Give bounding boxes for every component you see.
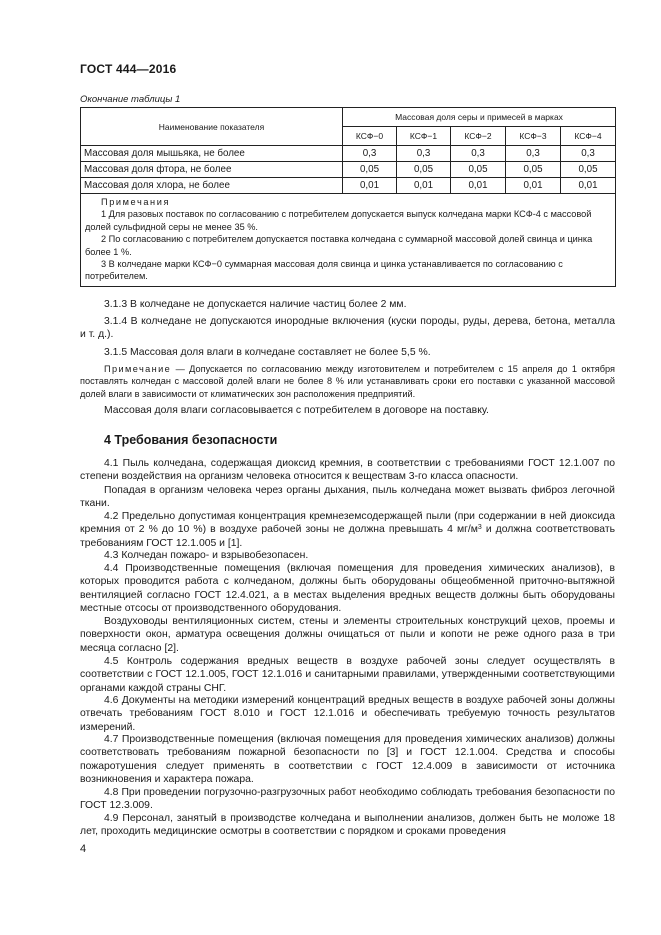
clause-4-4-continued: Воздуховоды вентиляционных систем, стены и элементы строительных конструкций цехов, проемы и поверхности окон, арматура освещения должны очищаться от пыли и копоти не реже одного раза в три месяца согласно [2].: [80, 616, 615, 654]
clause-4-8: 4.8 При проведении погрузочно-разгрузочных работ необходимо соблюдать требования безопасности по ГОСТ 12.3.009.: [80, 787, 615, 812]
document-code-header: ГОСТ 444—2016: [80, 62, 177, 76]
clause-4-1: 4.1 Пыль колчедана, содержащая диоксид кремния, в соответствии с требованиями ГОСТ 12.1.007 по степени воздействия на организм человека относится к веществам 3-го класса опасности.: [80, 458, 615, 483]
cell-value: 0,05: [451, 162, 506, 178]
grade-header: КСФ−0: [343, 127, 397, 146]
row-name: Массовая доля мышьяка, не более: [81, 146, 343, 162]
clause-3-1-4: 3.1.4 В колчедане не допускаются инородные включения (куски породы, руды, дерева, бетона, металла и т. д.).: [80, 316, 615, 341]
table-notes-row: [81, 194, 616, 287]
cell-value: 0,05: [397, 162, 451, 178]
table-row: [81, 162, 616, 178]
note-3: 3 В колчедане марки КСФ−0 суммарная массовая доля свинца и цинка устанавливается по согласованию с потребителем.: [85, 259, 563, 282]
row-name: Массовая доля хлора, не более: [81, 178, 343, 194]
grade-header: КСФ−1: [397, 127, 451, 146]
table-row: [81, 146, 616, 162]
page-number: 4: [80, 843, 87, 855]
note-text: — Допускается по согласованию между изготовителем и потребителем с 15 апреля до 1 октября поставлять колчедан с массовой долей влаги не более 8 % или устанавливать сроки его поставки с указанной массовой долей влаги в зависимости от климатических зон расположения предприятий.: [80, 364, 615, 399]
cell-value: 0,3: [343, 146, 397, 162]
row-name: Массовая доля фтора, не более: [81, 162, 343, 178]
section-title: 4 Требования безопасности: [104, 433, 278, 447]
col-header-name: Наименование показателя: [81, 108, 343, 146]
clause-4-1-continued: Попадая в организм человека через органы дыхания, пыль колчедана может вызвать фиброз легочной ткани.: [80, 485, 615, 510]
grade-header: КСФ−4: [561, 127, 616, 146]
clause-4-5: 4.5 Контроль содержания вредных веществ в воздухе рабочей зоны следует осуществлять в соответствии с ГОСТ 12.1.005, ГОСТ 12.1.016 и санитарными правилами, утвержденными соответствующими органами каждой страны СНГ.: [80, 656, 615, 694]
cell-value: 0,05: [343, 162, 397, 178]
cell-value: 0,3: [506, 146, 561, 162]
moisture-agreement: Массовая доля влаги согласовывается с потребителем в договоре на поставку.: [104, 405, 489, 416]
clause-4-4: 4.4 Производственные помещения (включая помещения для проведения химических анализов), в которых проводится работа с колчеданом, должны быть оборудованы общеобменной приточно-вытяжной вентиляцией согласно ГОСТ 12.4.021, а в местах выделения вредных веществ должны быть оборудованы местные отсосы от производственного оборудования.: [80, 563, 615, 615]
cell-value: 0,01: [451, 178, 506, 194]
cell-value: 0,01: [506, 178, 561, 194]
clause-4-7: 4.7 Производственные помещения (включая помещения для проведения химических анализов) должны соответствовать требованиям пожарной безопасности по [3] и ГОСТ 12.1.004. Средства и способы пожаротушения следует применять в соответствии с ГОСТ 12.4.009 в зависимости от источника возникновения и характера пожара.: [80, 734, 615, 786]
clause-4-3: 4.3 Колчедан пожаро- и взрывобезопасен.: [104, 550, 309, 561]
clause-4-2-text-b: и должна соответствовать требованиям ГОСТ 12.1.005 и [1].: [80, 524, 616, 549]
cell-value: 0,01: [397, 178, 451, 194]
clause-4-2: [80, 510, 615, 550]
table-header-row: [81, 108, 616, 127]
col-header-group: Массовая доля серы и примесей в марках: [343, 108, 616, 127]
clause-3-1-3: 3.1.3 В колчедане не допускается наличие частиц более 2 мм.: [104, 299, 407, 310]
cell-value: 0,01: [343, 178, 397, 194]
cell-value: 0,3: [561, 146, 616, 162]
cell-value: 0,01: [561, 178, 616, 194]
grade-header: КСФ−3: [506, 127, 561, 146]
cell-value: 0,3: [451, 146, 506, 162]
table-row: [81, 178, 616, 194]
note-label: Примечание: [104, 364, 172, 374]
cell-value: 0,3: [397, 146, 451, 162]
grades-table: [80, 107, 616, 287]
moisture-note: [80, 363, 615, 400]
note-1: 1 Для разовых поставок по согласованию с потребителем допускается выпуск колчедана марки КСФ-4 с массовой долей сульфидной серы не менее 35 %.: [85, 209, 592, 232]
clause-4-2-text-a: 4.2 Предельно допустимая концентрация кремнеземсодержащей пыли (при содержании в ней диоксида кремния от 2 % до 10 %) в воздухе рабочей зоны не должна превышать 4 мг/м: [80, 511, 615, 536]
table-caption: Окончание таблицы 1: [80, 94, 181, 105]
clause-4-6: 4.6 Документы на методики измерений концентраций вредных веществ в воздухе рабочей зоны должны отвечать требованиям ГОСТ 8.010 и ГОСТ 12.1.016 и обеспечивать требуемую точность результатов измерений.: [80, 695, 615, 733]
clause-3-1-5: 3.1.5 Массовая доля влаги в колчедане составляет не более 5,5 %.: [104, 347, 431, 358]
grade-header: КСФ−2: [451, 127, 506, 146]
note-2: 2 По согласованию с потребителем допускается поставка колчедана с суммарной массовой долей свинца и цинка более 1 %.: [85, 234, 593, 257]
cell-value: 0,05: [561, 162, 616, 178]
notes-title: Примечания: [101, 197, 171, 207]
cell-value: 0,05: [506, 162, 561, 178]
clause-4-9: 4.9 Персонал, занятый в производстве колчедана и выполнении анализов, должен быть не моложе 18 лет, проходить медицинские осмотры в соответствии с порядком и сроками проведения: [80, 813, 615, 838]
clause-4-2-superscript: 3: [477, 524, 482, 532]
table-notes: [81, 194, 616, 287]
